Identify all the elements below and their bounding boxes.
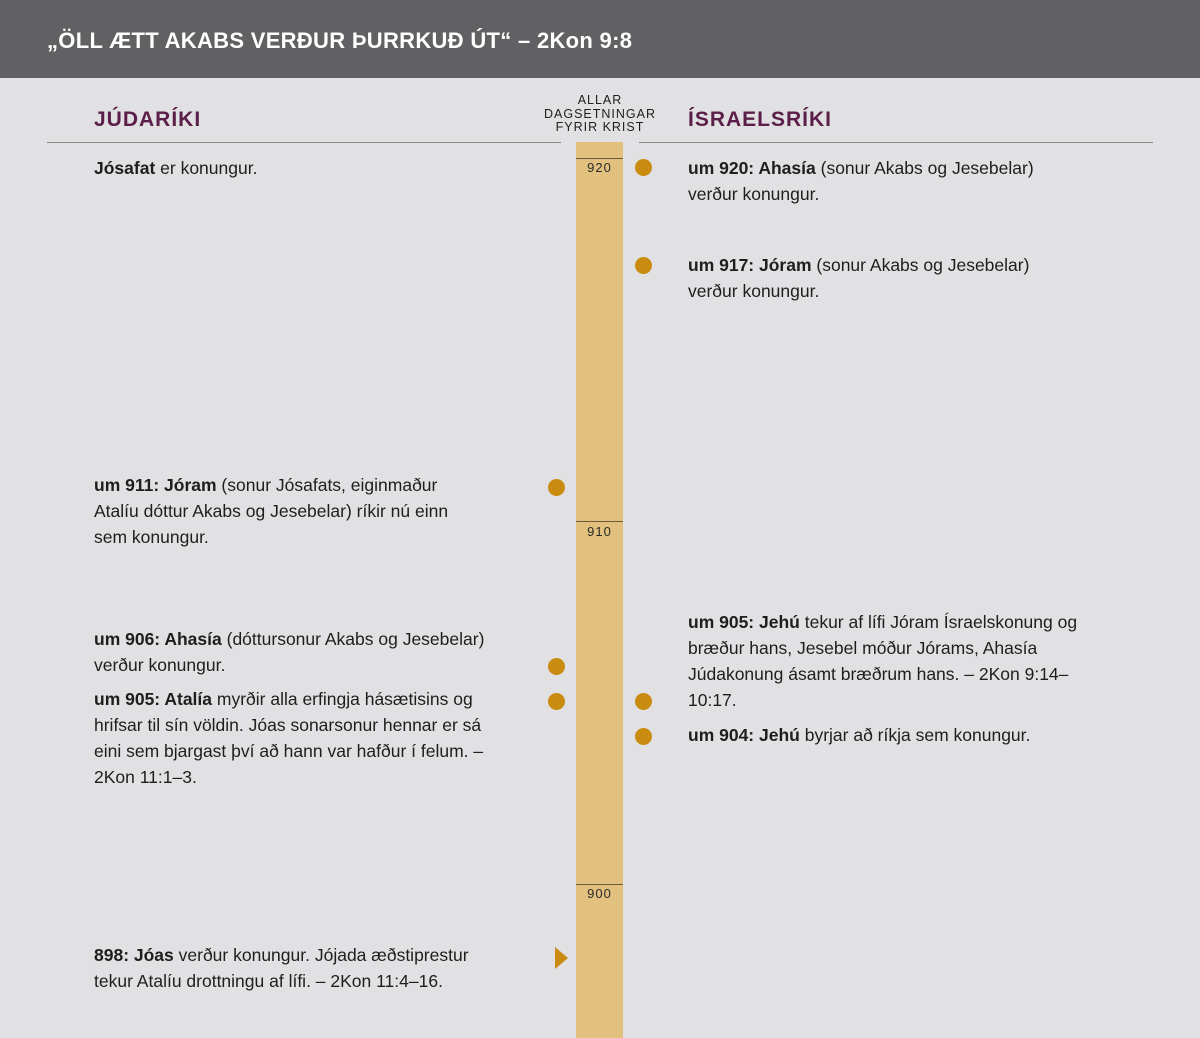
event-head: um 905: Atalía: [94, 689, 213, 709]
israel-event: [688, 252, 1068, 304]
event-marker-dot: [635, 693, 652, 710]
israel-event: [688, 722, 1108, 748]
event-text: er konungur.: [155, 158, 258, 178]
event-text: myrðir alla erfingja hásætisins og hrifsar til sín völdin. Jóas sonarsonur hennar er sá eini sem bjargast því að hann var hafður í felum. – 2Kon 11:1–3.: [94, 689, 484, 787]
axis-note: [530, 94, 670, 135]
tick-line: [576, 884, 623, 885]
event-marker-dot: [548, 479, 565, 496]
event-head: um 911: Jóram: [94, 475, 217, 495]
israel-event: [688, 155, 1068, 207]
judah-event: [94, 942, 504, 994]
axis-note-line: FYRIR KRIST: [555, 120, 645, 134]
tick-line: [576, 158, 623, 159]
left-divider: [47, 142, 561, 143]
israel-event: [688, 609, 1088, 713]
column-heading-judah: JÚDARÍKI: [94, 108, 202, 131]
event-text: (sonur Akabs og Jesebelar) verður konungur.: [688, 158, 1034, 204]
event-marker-dot: [635, 257, 652, 274]
event-text: tekur af lífi Jóram Ísraelskonung og bræður hans, Jesebel móður Jórams, Ahasía Júdakonung ásamt bræðrum hans. – 2Kon 9:14–10:17.: [688, 612, 1078, 710]
column-heading-israel: ÍSRAELSRÍKI: [688, 108, 833, 131]
event-head: um 917: Jóram: [688, 255, 812, 275]
tick-label: 920: [587, 160, 612, 175]
judah-event: [94, 686, 504, 790]
event-text: (sonur Jósafats, eiginmaður Atalíu dóttur Akabs og Jesebelar) ríkir nú einn sem konungur.: [94, 475, 449, 547]
event-marker-dot: [548, 658, 565, 675]
right-divider: [639, 142, 1153, 143]
event-marker-dot: [635, 159, 652, 176]
event-head: 898: Jóas: [94, 945, 174, 965]
tick-label: 910: [587, 524, 612, 539]
event-marker-dot: [548, 693, 565, 710]
event-head: um 904: Jehú: [688, 725, 800, 745]
judah-event: [94, 472, 484, 550]
event-text: (dóttursonur Akabs og Jesebelar) verður konungur.: [94, 629, 485, 675]
event-head: um 905: Jehú: [688, 612, 800, 632]
tick-line: [576, 521, 623, 522]
judah-event: [94, 155, 534, 181]
event-text: byrjar að ríkja sem konungur.: [799, 725, 1031, 745]
event-text: verður konungur. Jójada æðstiprestur tekur Atalíu drottningu af lífi. – 2Kon 11:4–16.: [94, 945, 469, 991]
timeline-bar: [576, 142, 623, 1038]
axis-note-line: DAGSETNINGAR: [543, 106, 656, 121]
title-text: „ÖLL ÆTT AKABS VERÐUR ÞURRKUÐ ÚT“: [47, 28, 512, 53]
event-marker-dot: [635, 728, 652, 745]
event-head: um 920: Ahasía: [688, 158, 816, 178]
event-text: (sonur Akabs og Jesebelar) verður konungur.: [688, 255, 1030, 301]
title-reference: – 2Kon 9:8: [518, 28, 633, 53]
tick-label: 900: [587, 886, 612, 901]
title-bar: [0, 0, 1200, 78]
event-head: um 906: Ahasía: [94, 629, 222, 649]
axis-note-line: ALLAR: [577, 93, 623, 107]
event-head: Jósafat: [94, 158, 156, 178]
judah-event: [94, 626, 514, 678]
page-title: [47, 28, 632, 54]
event-marker-arrow: [555, 947, 568, 969]
